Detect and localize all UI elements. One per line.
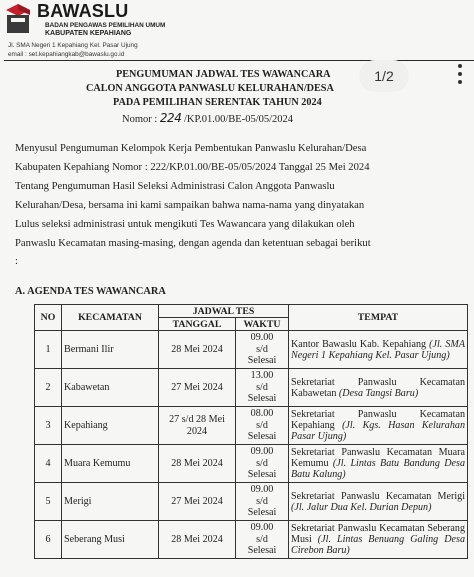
org-kabupaten: KABUPATEN KEPAHIANG [45,30,132,37]
title-line-2: CALON ANGGOTA PANWASLU KELURAHAN/DESA [86,83,334,94]
body-line: Menyusul Pengumuman Kelompok Kerja Pembentukan Panwaslu Kelurahan/Desa [15,143,367,154]
waktu-sd: s/d [256,381,268,393]
org-name: BAWASLU [37,1,129,21]
waktu-start: 09.00 [250,484,274,496]
bawaslu-logo-icon [4,2,34,36]
tempat-plain: Sekretariat Panwaslu Kecamatan Seberang Musi [291,523,465,545]
row-waktu [236,407,289,445]
waktu-end: Selesai [247,507,277,519]
waktu-sd: s/d [256,495,268,507]
waktu-sd: s/d [256,419,268,431]
body-line: Kabupaten Kepahiang Nomor : 222/KP.01.00/BE-05/05/2024 Tanggal 25 Mei 2024 [15,162,370,173]
document-number [122,111,293,125]
row-kecamatan: Seberang Musi [62,521,159,559]
tempat-plain: Sekretariat Panwaslu Kecamatan Kepahiang [291,409,465,431]
row-waktu [236,483,289,521]
row-tempat [289,369,468,407]
org-email: email : set.kepahiangkab@bawaslu.go.id [8,51,125,58]
tempat-italic: (Jl. Lintas Batu Bandung Desa Batu Kalung) [291,458,465,480]
waktu-sd: s/d [256,343,268,355]
waktu-start: 09.00 [250,332,274,344]
table-row [35,445,468,483]
nomor-suffix: /KP.01.00/BE-05/05/2024 [181,114,294,125]
table-row [35,331,468,369]
row-waktu [236,521,289,559]
waktu-end: Selesai [247,355,277,367]
table-row [35,407,468,445]
waktu-start: 09.00 [250,446,274,458]
row-tanggal: 27 s/d 28 Mei 2024 [159,407,236,445]
page-indicator[interactable]: 1/2 [359,60,409,92]
waktu-start: 09.00 [250,522,274,534]
row-tanggal: 28 Mei 2024 [159,521,236,559]
tempat-italic: (Jl. Jalur Dua Kel. Durian Depun) [291,501,432,513]
row-tempat [289,445,468,483]
row-waktu [236,445,289,483]
header-kecamatan: KECAMATAN [62,305,159,331]
title-line-3: PADA PEMILIHAN SERENTAK TAHUN 2024 [113,97,322,108]
row-waktu [236,331,289,369]
waktu-sd: s/d [256,457,268,469]
header-tempat: TEMPAT [289,305,468,331]
row-tempat [289,331,468,369]
row-tanggal: 28 Mei 2024 [159,331,236,369]
header-jadwal: JADWAL TES [159,305,289,318]
waktu-start: 08.00 [250,408,274,420]
tempat-plain: Sekretariat Panwaslu Kecamatan Merigi [291,490,465,502]
row-tanggal: 27 Mei 2024 [159,369,236,407]
row-tanggal: 27 Mei 2024 [159,483,236,521]
waktu-end: Selesai [247,469,277,481]
agenda-table [34,304,468,559]
body-line: Kelurahan/Desa, bersama ini kami sampaikan bahwa nama-nama yang dinyatakan [15,200,365,211]
header-tanggal: TANGGAL [159,318,236,331]
row-no: 1 [35,331,62,369]
vertical-dots-icon[interactable] [453,64,467,92]
waktu-start: 13.00 [250,370,274,382]
waktu-end: Selesai [247,545,277,557]
table-row [35,483,468,521]
tempat-plain: Sekretariat Panwaslu Kecamatan Muara Kemumu [291,447,465,469]
row-no: 5 [35,483,62,521]
waktu-end: Selesai [247,393,277,405]
body-line: : [15,256,18,267]
org-address: Jl. SMA Negeri 1 Kepahiang Kel. Pasar Ujung [8,42,138,49]
tempat-plain: Sekretariat Panwaslu Kecamatan Kabawetan [291,376,465,399]
tempat-plain: Kantor Bawaslu Kab. Kepahiang [291,338,430,350]
row-waktu [236,369,289,407]
body-line: Tentang Pengumuman Hasil Seleksi Administrasi Calon Anggota Panwaslu [15,181,335,192]
waktu-end: Selesai [247,431,277,443]
row-tempat [289,521,468,559]
tempat-italic: (Jl. Lintas Benuang Galing Desa Cirebon Baru) [291,534,466,556]
nomor-handwritten: 224 [159,111,182,125]
row-no: 6 [35,521,62,559]
row-kecamatan: Kabawetan [62,369,159,407]
row-tanggal: 28 Mei 2024 [159,445,236,483]
tempat-italic: (Jl. SMA Negeri 1 Kepahiang Kel. Pasar Ujung) [291,338,465,361]
tempat-italic: (Jl. Kgs. Hasan Kelurahan Pasar Ujung) [291,420,465,442]
row-no: 2 [35,369,62,407]
header-no: NO [35,305,62,331]
row-kecamatan: Muara Kemumu [62,445,159,483]
row-tempat [289,483,468,521]
body-line: Lulus seleksi administrasi untuk mengikuti Tes Wawancara yang dilakukan oleh [15,219,355,230]
waktu-sd: s/d [256,533,268,545]
row-no: 3 [35,407,62,445]
row-kecamatan: Bermani Ilir [62,331,159,369]
table-row [35,369,468,407]
org-badan: BADAN PENGAWAS PEMILIHAN UMUM [45,22,166,29]
row-no: 4 [35,445,62,483]
nomor-prefix: Nomor : [122,114,160,125]
letterhead-divider [4,60,474,61]
header-waktu: WAKTU [236,318,289,331]
row-kecamatan: Kepahiang [62,407,159,445]
row-tempat [289,407,468,445]
tempat-italic: (Desa Tangsi Baru) [338,387,419,399]
body-line: Panwaslu Kecamatan masing-masing, dengan agenda dan ketentuan sebagai berikut [15,238,371,249]
row-kecamatan: Merigi [62,483,159,521]
title-line-1: PENGUMUMAN JADWAL TES WAWANCARA [116,69,331,80]
section-heading: A. AGENDA TES WAWANCARA [15,286,166,297]
table-row [35,521,468,559]
